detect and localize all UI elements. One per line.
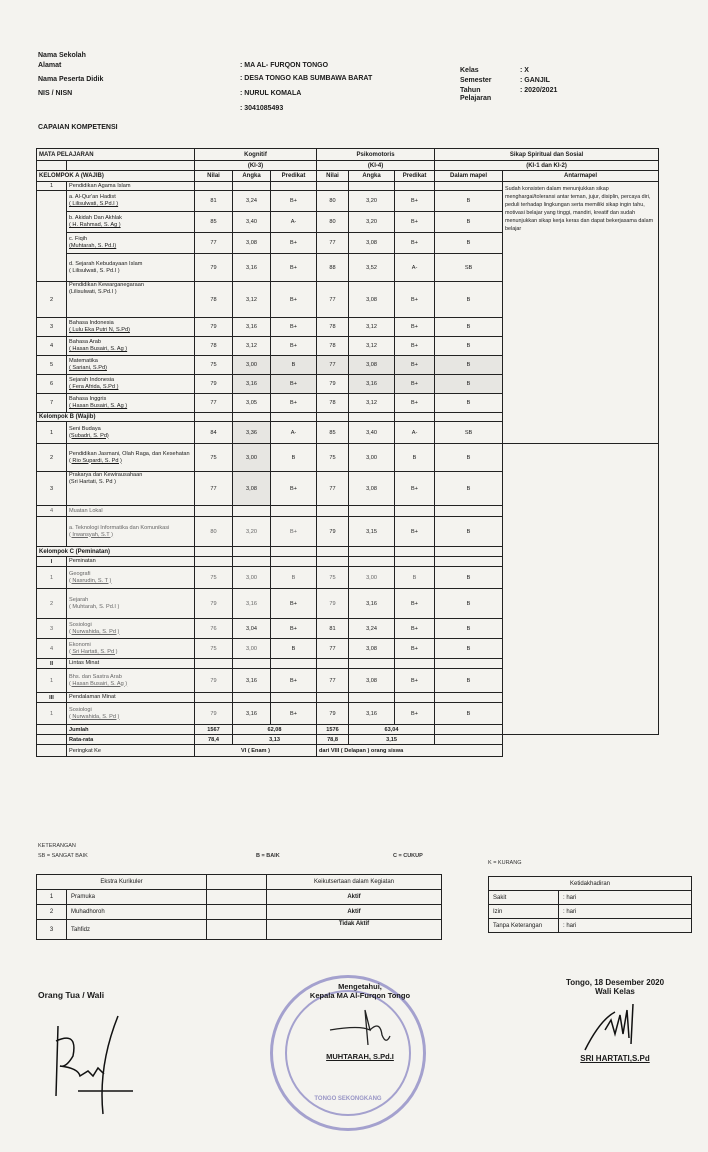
- table-row: 6 Sejarah Indonesia ( Fera Afrida, S.Pd ) 79 3,16 B+ 79 3,16 B+ B: [37, 375, 659, 394]
- header-kognitif: Kognitif: [195, 149, 317, 161]
- header-sikap: Sikap Spiritual dan Sosial: [435, 149, 659, 161]
- rank-value: VI ( Enam ): [195, 745, 317, 757]
- place-date: Tongo, 18 Desember 2020: [565, 978, 665, 987]
- table-row: III Pendalaman Minat: [37, 693, 659, 703]
- header-antar-mapel: Antarmapel: [503, 171, 659, 182]
- ekstra-row: 2 Muhadhoroh Aktif: [37, 905, 442, 920]
- ekstra-header: Ekstra Kurikuler: [37, 875, 207, 890]
- parent-signature-icon: [38, 1006, 138, 1116]
- label-semester: Semester: [460, 77, 492, 84]
- extracurricular-table: [36, 874, 442, 940]
- headmaster-signature-block: Mengetahui, Kepala MA Al-Furqon Tongo MUHTARAH, S.Pd.I: [290, 982, 430, 1061]
- table-row: 1 Sosiologi ( Nurwahida, S. Pd ) 79 3,16 B+ 79 3,16 B+ B: [37, 703, 659, 725]
- label-nis: NIS / NISN: [38, 90, 73, 97]
- headmaster-signature-icon: [320, 1000, 400, 1050]
- attendance-header: Ketidakhadiran: [489, 877, 692, 891]
- header-labels-left: [38, 51, 103, 99]
- ekstra-row: 1 Pramuka Aktif: [37, 890, 442, 905]
- header-p-angka: Angka: [349, 171, 395, 182]
- table-row: 2 Pendidikan Jasmani, Olah Raga, dan Kesehatan ( Rio Supardi, S. Pd ) 75 3,00 B 75 3,00 B B: [37, 444, 659, 472]
- rank-row: Peringkat Ke VI ( Enam ) dari VIII ( Delapan ) orang siswa: [37, 745, 659, 757]
- attendance-row: Izin : hari: [489, 905, 692, 919]
- table-row: 2 Pendidikan Kewarganegaraan (Lilisulwati, S.Pd.I ) 78 3,12 B+ 77 3,08 B+ B: [37, 282, 659, 318]
- label-address: Alamat: [38, 62, 62, 69]
- ekstra-header-2: Keikutsertaan dalam Kegiatan: [267, 875, 442, 890]
- table-row: 7 Bahasa Inggris ( Hasan Busairi, S. Ag ) 77 3,05 B+ 78 3,12 B+ B: [37, 394, 659, 413]
- header-p-nilai: Nilai: [317, 171, 349, 182]
- table-row: 2 Sejarah ( Muhtarah, S. Pd.I ) 79 3,16 B+ 79 3,16 B+ B: [37, 589, 659, 619]
- table-row: 3 Bahasa Indonesia ( Lulu Eka Putri N, S.Pd) 79 3,16 B+ 78 3,12 B+ B: [37, 318, 659, 337]
- label-year: Tahun: [460, 87, 481, 94]
- table-row: II Lintas Minat: [37, 659, 659, 669]
- parent-label: Orang Tua / Wali: [38, 990, 105, 1000]
- header-psikomotoris: Psikomotoris: [317, 149, 435, 161]
- header-values-left: [240, 61, 372, 114]
- table-row: 1 Bhs. dan Sastra Arab ( Hasan Busairi, S. Ag ) 79 3,16 B+ 77 3,08 B+ B: [37, 669, 659, 693]
- value-school-name: : MA AL- FURQON TONGO: [240, 62, 329, 69]
- header-dalam-mapel: Dalam mapel: [435, 171, 503, 182]
- group-a-title: KELOMPOK A (WAJIB): [37, 171, 195, 182]
- label-school-name: Nama Sekolah: [38, 52, 86, 59]
- header-ki12: (KI-1 dan KI-2): [435, 161, 659, 171]
- headmaster-name: MUHTARAH, S.Pd.I: [326, 1052, 394, 1061]
- average-row: Rata-rata 78,4 3,13 78,8 3,15: [37, 735, 659, 745]
- header-k-angka: Angka: [233, 171, 271, 182]
- table-row: 1 Seni Budaya (Subadri, S. Pd) 84 3,36 A- 85 3,40 A- SB: [37, 422, 659, 444]
- value-address: : DESA TONGO KAB SUMBAWA BARAT: [240, 75, 373, 82]
- grades-table: [36, 148, 659, 757]
- antarmapel-remark: Sudah konsisten dalam menunjukkan sikap menghargai/toleransi antar teman, jujur, disiplin, percaya diri, peduli terhadap lingkungan serta memiliki sikap ingin tahu, motivasi belajar yang tinggi, mandiri, kreatif dan sudah menunjukkan sikap kerja keras dan dapat bekerjasama dalam belajar: [503, 182, 659, 444]
- label-lesson: Pelajaran: [460, 95, 492, 102]
- header-k-predikat: Predikat: [271, 171, 317, 182]
- legend-k: K = KURANG: [488, 860, 522, 866]
- homeroom-name: SRI HARTATI,S.Pd: [580, 1054, 650, 1063]
- table-row: I Peminatan: [37, 557, 659, 567]
- rank-of: dari VIII ( Delapan ) orang siswa: [317, 745, 503, 757]
- total-row: Jumlah 1567 62,08 1576 63,04: [37, 725, 659, 735]
- value-semester: : GANJIL: [520, 77, 550, 84]
- table-row: 4 Muatan Lokal: [37, 506, 659, 517]
- parent-signature-block: [38, 990, 138, 1118]
- label-class: Kelas: [460, 67, 479, 74]
- value-student-name: : NURUL KOMALA: [240, 90, 302, 97]
- header-k-nilai: Nilai: [195, 171, 233, 182]
- header-subject: MATA PELAJARAN: [37, 149, 195, 161]
- value-year: : 2020/2021: [520, 87, 558, 94]
- legend-sb: SB = SANGAT BAIK: [38, 853, 88, 859]
- table-row: 5 Matematika ( Sariani, S.Pd) 75 3,00 B 77 3,08 B+ B: [37, 356, 659, 375]
- attendance-table: [488, 876, 692, 933]
- header-labels-right: [460, 66, 492, 102]
- table-row: a. Al-Qur'an Hadist ( Lilisulwati, S.Pd.I ) 81 3,24 B+ 80 3,20 B+ B: [37, 191, 659, 212]
- attendance-row: Tanpa Keterangan : hari: [489, 919, 692, 933]
- homeroom-label: Wali Kelas: [595, 987, 635, 996]
- value-nis: : 3041085493: [240, 105, 284, 112]
- ekstra-row: 3 Tahfidz Tidak Aktif: [37, 920, 442, 940]
- table-row: b. Akidah Dan Akhlak ( H. Rahmad, S. Ag ) 85 3,40 A- 80 3,20 B+ B: [37, 212, 659, 233]
- table-row: 3 Prakarya dan Kewirausahaan (Sri Hartati, S. Pd ) 77 3,08 B+ 77 3,08 B+ B: [37, 472, 659, 506]
- homeroom-signature-icon: [575, 1000, 655, 1052]
- group-c-title: Kelompok C (Peminatan): [37, 547, 195, 557]
- table-row: a. Teknologi Informatika dan Komunikasi ( Irwansyah, S.T ) 80 3,20 B+ 79 3,15 B+ B: [37, 517, 659, 547]
- table-row: 4 Bahasa Arab ( Hasan Busairi, S. Ag ) 78 3,12 B+ 78 3,12 B+ B: [37, 337, 659, 356]
- header-values-right: [520, 66, 557, 96]
- legend-b: B = BAIK: [256, 853, 280, 859]
- keterangan-title: KETERANGAN: [38, 843, 76, 849]
- table-row: 4 Ekonomi ( Sri Hartati, S. Pd ) 75 3,00 B 77 3,08 B+ B: [37, 639, 659, 659]
- section-title: CAPAIAN KOMPETENSI: [38, 124, 118, 131]
- attendance-row: Sakit : hari: [489, 891, 692, 905]
- table-row: 1 Pendidikan Agama Islam Sudah konsisten dalam menunjukkan sikap menghargai/toleransi antar teman, jujur, disiplin, percaya diri, peduli terhadap lingkungan serta memiliki sikap ingin tahu, motivasi belajar yang tinggi, mandiri, kreatif dan sudah menunjukkan sikap kerja keras dan dapat bekerjasama dalam belajar: [37, 182, 659, 191]
- group-b-title: Kelompok B (Wajib): [37, 413, 195, 422]
- legend-c: C = CUKUP: [393, 853, 423, 859]
- header-p-predikat: Predikat: [395, 171, 435, 182]
- table-row: 1 Geografi ( Nasrudin, S. T ) 75 3,00 B 75 3,00 B B: [37, 567, 659, 589]
- value-class: : X: [520, 67, 529, 74]
- table-row: 3 Sosiologi ( Nurwahida, S. Pd ) 76 3,04 B+ 81 3,24 B+ B: [37, 619, 659, 639]
- school-stamp-icon: TONGO SEKONGKANG: [270, 975, 426, 1131]
- header-ki3: (KI-3): [195, 161, 317, 171]
- label-student-name: Nama Peserta Didik: [38, 76, 104, 83]
- table-row: d. Sejarah Kebudayaan Islam ( Lilisulwati, S. Pd.I ) 79 3,16 B+ 88 3,52 A- SB: [37, 254, 659, 282]
- table-row: c. Fiqih (Muhtarah, S. Pd.I) 77 3,08 B+ 77 3,08 B+ B: [37, 233, 659, 254]
- homeroom-signature-block: [540, 978, 690, 1063]
- header-ki4: (KI-4): [317, 161, 435, 171]
